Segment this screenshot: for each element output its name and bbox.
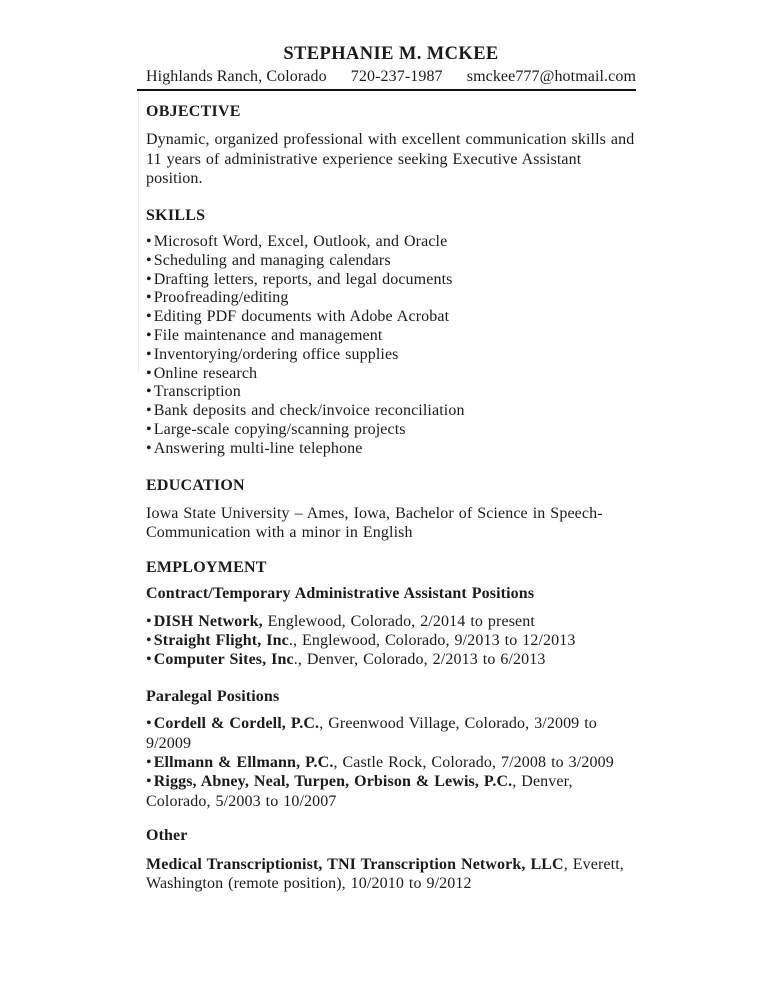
employment-details: Englewood, Colorado, 2/2014 to present <box>262 612 535 630</box>
employment-details: , Greenwood Village, Colorado, 3/2009 to 9/2009 <box>146 715 597 752</box>
skill-item: • Proofreading/editing <box>146 289 636 308</box>
employment-details: , Castle Rock, Colorado, 7/2008 to 3/2009 <box>333 754 614 772</box>
skill-item: • Editing PDF documents with Adobe Acrobat <box>146 308 636 327</box>
contract-positions-list <box>146 612 636 670</box>
employer-name: Ellmann & Ellmann, P.C. <box>153 754 334 772</box>
contact-phone: 720-237-1987 <box>350 68 443 85</box>
section-employment <box>146 558 636 811</box>
skill-item: • Transcription <box>146 383 636 402</box>
employer-name: DISH Network, <box>153 612 263 630</box>
skills-heading: SKILLS <box>146 206 206 224</box>
skill-item: • Online research <box>146 365 636 384</box>
skill-item: • Large-scale copying/scanning projects <box>146 421 636 440</box>
employer-name: Computer Sites, Inc <box>153 651 294 669</box>
contact-email: smckee777@hotmail.com <box>466 68 636 85</box>
skill-item: • Answering multi-line telephone <box>146 440 636 459</box>
education-heading: EDUCATION <box>146 476 245 494</box>
employment-item <box>146 753 636 772</box>
employment-heading: EMPLOYMENT <box>146 558 267 576</box>
employment-details: ., Englewood, Colorado, 9/2013 to 12/2013 <box>288 632 576 650</box>
employer-name: Cordell & Cordell, P.C. <box>153 715 320 733</box>
employment-item <box>146 714 636 753</box>
contact-line <box>146 67 636 86</box>
other-entry <box>146 855 636 894</box>
other-entry-details: , Everett, Washington (remote position), 10/2010 to 9/2012 <box>146 855 624 893</box>
section-skills <box>146 206 636 459</box>
document-content <box>146 0 636 894</box>
skill-item: • Scheduling and managing calendars <box>146 252 636 271</box>
contact-location: Highlands Ranch, Colorado <box>146 68 327 85</box>
objective-heading: OBJECTIVE <box>146 103 241 120</box>
section-education <box>146 476 636 543</box>
employment-item <box>146 612 636 631</box>
employer-name: Riggs, Abney, Neal, Turpen, Orbison & Lewis, P.C. <box>153 773 513 791</box>
skill-item: • Inventorying/ordering office supplies <box>146 346 636 365</box>
contract-positions-subheading: Contract/Temporary Administrative Assistant Positions <box>146 585 535 603</box>
skill-item: • Drafting letters, reports, and legal documents <box>146 271 636 290</box>
other-entry-title: Medical Transcriptionist, TNI Transcription Network, LLC <box>146 855 564 873</box>
employment-item <box>146 650 636 669</box>
paralegal-positions-list <box>146 714 636 811</box>
section-other <box>146 826 636 893</box>
employment-item <box>146 631 636 650</box>
scan-artifact-line <box>138 92 139 372</box>
skills-list <box>146 233 636 459</box>
employment-details: , Denver, Colorado, 5/2003 to 10/2007 <box>146 773 573 810</box>
education-text: Iowa State University – Ames, Iowa, Bachelor of Science in Speech-Communication with a minor in English <box>146 505 603 542</box>
paralegal-positions-subheading: Paralegal Positions <box>146 687 280 705</box>
other-subheading: Other <box>146 827 188 845</box>
objective-text: Dynamic, organized professional with excellent communication skills and 11 years of administrative experience seeking Executive Assistant position. <box>146 131 635 188</box>
skill-item: • File maintenance and management <box>146 327 636 346</box>
employer-name: Straight Flight, Inc <box>153 632 289 650</box>
section-objective <box>146 102 636 189</box>
skill-item: • Bank deposits and check/invoice reconciliation <box>146 402 636 421</box>
employment-item <box>146 772 636 811</box>
skill-item: • Microsoft Word, Excel, Outlook, and Oracle <box>146 233 636 252</box>
employment-details: ., Denver, Colorado, 2/2013 to 6/2013 <box>293 651 546 669</box>
resume-header <box>137 44 636 91</box>
person-name: STEPHANIE M. MCKEE <box>283 44 499 64</box>
